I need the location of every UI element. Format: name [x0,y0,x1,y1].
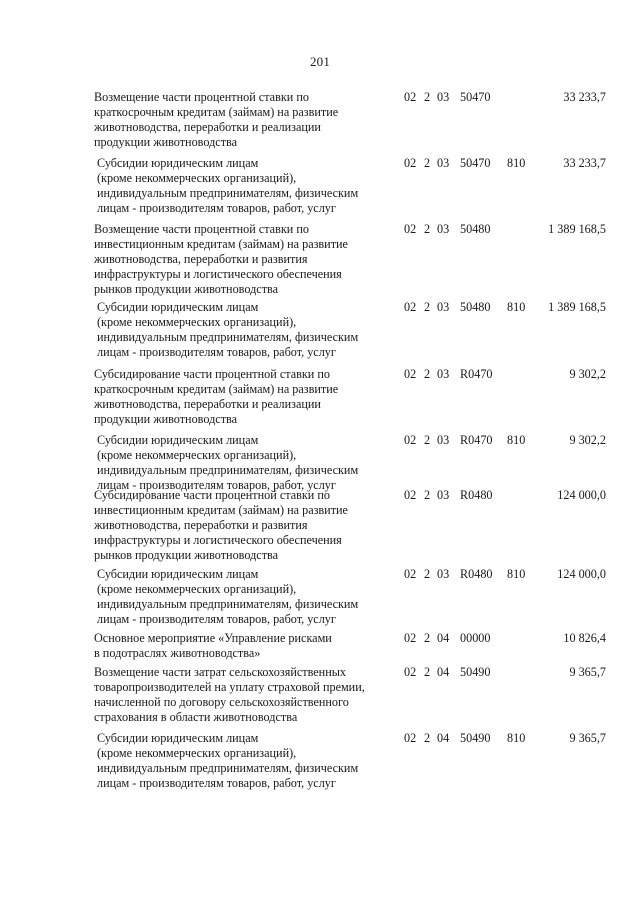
code-program: 02 [404,156,417,170]
code-event: 03 [437,488,450,502]
code-event: 03 [437,156,450,170]
row-amount: 9 302,2 [569,367,606,381]
code-expense-type: 810 [507,156,526,170]
code-program: 02 [404,567,417,581]
code-expense-type: 810 [507,433,526,447]
code-direction: 50480 [460,300,491,314]
code-event: 04 [437,631,450,645]
code-event: 03 [437,300,450,314]
code-expense-type: 810 [507,567,526,581]
code-event: 03 [437,367,450,381]
row-description: Основное мероприятие «Управление рисками в подотраслях животноводства» [94,631,332,660]
row-amount: 124 000,0 [557,488,606,502]
code-subprogram: 2 [424,567,431,581]
code-subprogram: 2 [424,300,431,314]
code-program: 02 [404,367,417,381]
code-subprogram: 2 [424,631,431,645]
code-program: 02 [404,488,417,502]
code-event: 04 [437,665,450,679]
row-amount: 9 365,7 [569,731,606,745]
code-subprogram: 2 [424,90,431,104]
code-direction: R0470 [460,367,493,381]
code-direction: 50480 [460,222,491,236]
row-amount: 1 389 168,5 [548,300,606,314]
code-direction: 50470 [460,90,491,104]
code-subprogram: 2 [424,665,431,679]
code-direction: 50490 [460,731,491,745]
code-direction: R0470 [460,433,493,447]
code-program: 02 [404,731,417,745]
code-subprogram: 2 [424,156,431,170]
row-description: Субсидии юридическим лицам (кроме некоммерческих организаций), индивидуальным предпринимателям, физическим лицам - производителям товаров, работ, услуг [97,433,359,492]
row-amount: 33 233,7 [563,156,606,170]
code-program: 02 [404,222,417,236]
row-description: Субсидии юридическим лицам (кроме некоммерческих организаций), индивидуальным предпринимателям, физическим лицам - производителям товаров, работ, услуг [97,731,359,790]
code-direction: R0480 [460,567,493,581]
row-description: Возмещение части затрат сельскохозяйственных товаропроизводителей на уплату страховой премии, начисленной по договору сельскохозяйственного страхования в области животноводства [94,665,365,724]
code-event: 04 [437,731,450,745]
row-description: Субсидирование части процентной ставки по инвестиционным кредитам (займам) на развитие животноводства, переработки и развития инфраструктуры и логистического обеспечения рынков продукции животноводства [94,488,348,562]
row-description: Возмещение части процентной ставки по краткосрочным кредитам (займам) на развитие животноводства, переработки и реализации продукции животноводства [94,90,339,149]
code-program: 02 [404,433,417,447]
row-description: Субсидии юридическим лицам (кроме некоммерческих организаций), индивидуальным предпринимателям, физическим лицам - производителям товаров, работ, услуг [97,300,359,359]
code-event: 03 [437,222,450,236]
row-description: Возмещение части процентной ставки по инвестиционным кредитам (займам) на развитие животноводства, переработки и развития инфраструктуры и логистического обеспечения рынков продукции животноводства [94,222,348,296]
code-direction: 00000 [460,631,491,645]
row-amount: 10 826,4 [563,631,606,645]
code-program: 02 [404,665,417,679]
code-event: 03 [437,567,450,581]
code-event: 03 [437,90,450,104]
page-number: 201 [309,54,331,69]
row-description: Субсидии юридическим лицам (кроме некоммерческих организаций), индивидуальным предпринимателям, физическим лицам - производителям товаров, работ, услуг [97,156,359,215]
code-expense-type: 810 [507,731,526,745]
row-amount: 9 365,7 [569,665,606,679]
row-description: Субсидии юридическим лицам (кроме некоммерческих организаций), индивидуальным предпринимателям, физическим лицам - производителям товаров, работ, услуг [97,567,359,626]
code-direction: 50490 [460,665,491,679]
row-description: Субсидирование части процентной ставки по краткосрочным кредитам (займам) на развитие животноводства, переработки и реализации продукции животноводства [94,367,339,426]
row-amount: 9 302,2 [569,433,606,447]
code-subprogram: 2 [424,731,431,745]
code-program: 02 [404,300,417,314]
code-subprogram: 2 [424,367,431,381]
row-amount: 124 000,0 [557,567,606,581]
code-direction: R0480 [460,488,493,502]
code-subprogram: 2 [424,222,431,236]
code-program: 02 [404,90,417,104]
row-amount: 1 389 168,5 [548,222,606,236]
row-amount: 33 233,7 [563,90,606,104]
code-subprogram: 2 [424,433,431,447]
code-direction: 50470 [460,156,491,170]
code-expense-type: 810 [507,300,526,314]
code-event: 03 [437,433,450,447]
code-subprogram: 2 [424,488,431,502]
code-program: 02 [404,631,417,645]
